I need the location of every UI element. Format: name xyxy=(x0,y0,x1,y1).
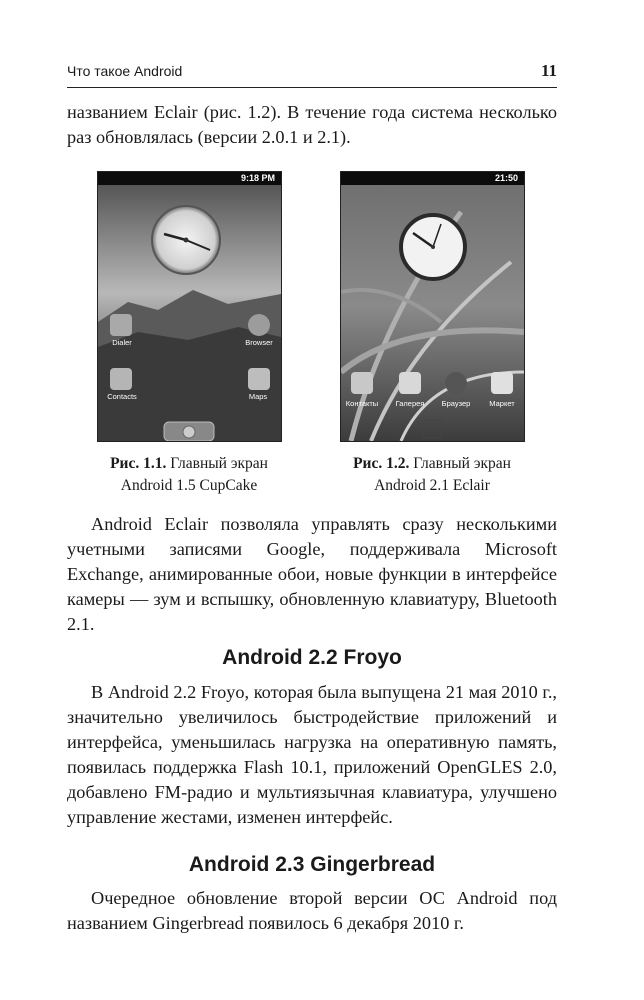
app-label-browser: Browser xyxy=(245,338,273,347)
status-bar xyxy=(341,172,524,185)
app-label-contacts: Контакты xyxy=(345,399,379,408)
figure2-label: Рис. 1.2. xyxy=(353,455,410,472)
running-head xyxy=(67,61,557,88)
dialer-icon xyxy=(110,314,132,336)
status-time: 9:18 PM xyxy=(240,173,275,183)
figure1-caption xyxy=(59,453,319,497)
section-title: Что такое Android xyxy=(67,63,183,79)
contacts-icon xyxy=(351,372,373,394)
figure1-label: Рис. 1.1. xyxy=(110,455,167,472)
app-label-maps: Maps xyxy=(248,392,268,401)
app-label-browser: Браузер xyxy=(441,399,471,408)
figure2-caption xyxy=(302,453,562,497)
figure-eclair-screenshot xyxy=(340,171,525,442)
app-label-contacts: Contacts xyxy=(107,392,137,401)
status-time: 21:50 xyxy=(494,173,518,183)
figure2-caption-line2: Android 2.1 Eclair xyxy=(374,477,490,494)
maps-icon xyxy=(248,368,270,390)
status-bar xyxy=(98,172,281,185)
figure1-caption-line1: Главный экран xyxy=(170,455,268,472)
browser-icon xyxy=(445,372,467,394)
app-label-market: Маркет xyxy=(489,399,515,408)
figure2-caption-line1: Главный экран xyxy=(413,455,511,472)
contacts-icon xyxy=(110,368,132,390)
paragraph-gingerbread: Очередное обновление второй версии ОС Android под названием Gingerbread появилось 6 декабря 2010 г. xyxy=(67,888,557,933)
page-number: 11 xyxy=(540,61,557,80)
market-icon xyxy=(491,372,513,394)
paragraph-froyo: В Android 2.2 Froyo, которая была выпущена 21 мая 2010 г., значительно увеличилось быстродействие приложений и интерфейса, уменьшилась нагрузка на оперативную память, появилась поддержка Flash 10.1, приложений OpenGLES 2.0, добавлено FM-радио и мультиязычная клавиатура, улучшено управление жестами, изменен интерфейс. xyxy=(67,682,557,827)
paragraph-eclair-features: Android Eclair позволяла управлять сразу несколькими учетными записями Google, поддерживала Microsoft Exchange, анимированные обои, новые функции в интерфейсе камеры — зум и вспышку, обновленную клавиатуру, Bluetooth 2.1. xyxy=(67,514,557,634)
app-label-dialer: Dialer xyxy=(112,338,132,347)
heading-froyo: Android 2.2 Froyo xyxy=(222,646,402,669)
paragraph-eclair-intro: названием Eclair (рис. 1.2). В течение года система несколько раз обновлялась (версии 2.0.1 и 2.1). xyxy=(67,102,557,147)
gallery-icon xyxy=(399,372,421,394)
browser-icon xyxy=(248,314,270,336)
figure-cupcake-screenshot xyxy=(97,171,282,442)
figure1-caption-line2: Android 1.5 CupCake xyxy=(120,477,258,494)
app-label-gallery: Галерея xyxy=(395,399,425,408)
heading-gingerbread: Android 2.3 Gingerbread xyxy=(188,853,436,876)
